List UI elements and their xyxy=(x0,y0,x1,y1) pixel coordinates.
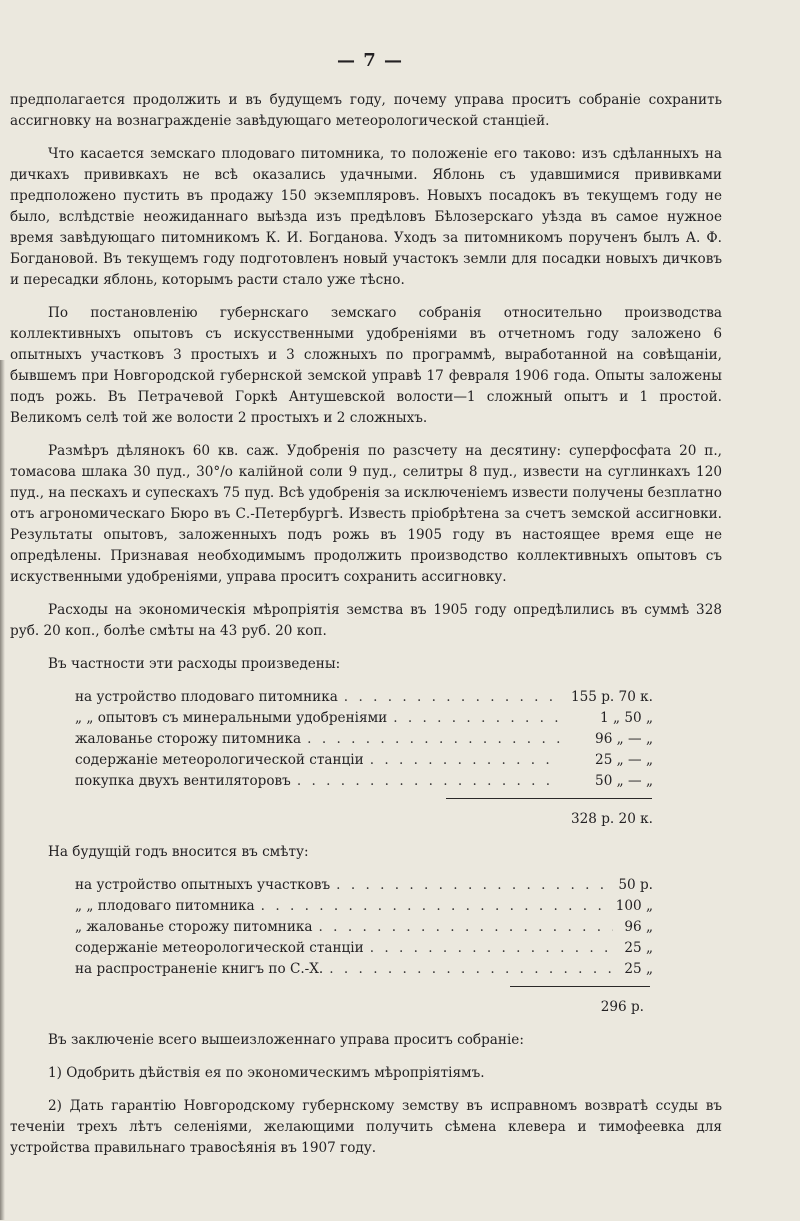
expense-amount: 50 „ — „ xyxy=(595,773,653,789)
paragraph: По постановленію губернскаго земскаго собранія относительно производства коллективныхъ опытовъ съ искусственными удобреніями въ отчетномъ году заложено 6 опытныхъ участковъ 3 простыхъ и 3 сложныхъ по программѣ, выработанной на совѣщаніи, бывшемъ при Новгородской губернской земской управѣ 17 февраля 1906 года. Опыты заложены подъ рожь. Въ Петрачевой Горкѣ Антушевской волости—1 сложный опытъ и 1 простой. Великомъ селѣ той же волости 2 простыхъ и 2 сложныхъ. xyxy=(10,305,722,426)
expense-row xyxy=(75,708,653,729)
paragraph: Въ частности эти расходы произведены: xyxy=(48,656,341,672)
leader-dots xyxy=(313,917,613,938)
budget-label: „ „ плодоваго питомника xyxy=(75,898,255,914)
budget-row xyxy=(75,896,653,917)
paragraph: Расходы на экономическія мѣропріятія земства въ 1905 году опредѣлились въ суммѣ 328 руб. 20 коп., болѣе смѣты на 43 руб. 20 коп. xyxy=(10,602,722,639)
expense-row xyxy=(75,687,653,708)
paragraph: Въ заключеніе всего вышеизложеннаго управа проситъ собраніе: xyxy=(48,1032,524,1048)
budget-table xyxy=(75,875,653,980)
expense-amount: 155 р. 70 к. xyxy=(570,689,653,705)
budget-row xyxy=(75,917,653,938)
leader-dots xyxy=(364,750,561,771)
expense-amount: 1 „ 50 „ xyxy=(600,710,653,726)
budget-amount: 25 „ xyxy=(624,940,653,956)
budget-row xyxy=(75,875,653,896)
budget-label: содержаніе метеорологической станціи xyxy=(75,940,364,956)
sum-rule xyxy=(446,798,652,799)
budget-row xyxy=(75,959,653,980)
expense-amount: 25 „ — „ xyxy=(595,752,653,768)
sum-rule xyxy=(510,986,650,987)
budget-total: 296 р. xyxy=(600,999,644,1015)
expense-row xyxy=(75,771,653,792)
expense-label: на устройство плодоваго питомника xyxy=(75,689,338,705)
leader-dots xyxy=(364,938,613,959)
expenses-total: 328 р. 20 к. xyxy=(570,811,653,827)
expense-row xyxy=(75,729,653,750)
page-number: — 7 — xyxy=(336,50,404,71)
budget-amount: 96 „ xyxy=(624,919,653,935)
leader-dots xyxy=(330,875,613,896)
paragraph: На будущій годъ вносится въ смѣту: xyxy=(48,844,309,860)
expense-row xyxy=(75,750,653,771)
paragraph: предполагается продолжить и въ будущемъ году, почему управа проситъ собраніе сохранить ассигновку на вознагражденіе завѣдующаго метеорологической станціей. xyxy=(10,92,722,129)
leader-dots xyxy=(323,959,613,980)
paragraph: 2) Дать гарантію Новгородскому губернскому земству въ исправномъ возвратѣ ссуды въ теченіи трехъ лѣтъ селеніями, желающими получить сѣмена клевера и тимофеевка для устройства правильнаго травосѣянія въ 1907 году. xyxy=(10,1098,722,1156)
leader-dots xyxy=(291,771,561,792)
budget-amount: 50 р. xyxy=(618,877,653,893)
expense-label: содержаніе метеорологической станціи xyxy=(75,752,364,768)
budget-label: „ жалованье сторожу питомника xyxy=(75,919,313,935)
budget-label: на распространеніе книгъ по С.-Х. xyxy=(75,961,324,977)
expenses-table xyxy=(75,687,653,792)
budget-row xyxy=(75,938,653,959)
leader-dots xyxy=(255,896,613,917)
page-edge-shadow xyxy=(0,360,5,1220)
expense-label: жалованье сторожу питомника xyxy=(75,731,302,747)
leader-dots xyxy=(301,729,561,750)
paragraph: Размѣръ дѣлянокъ 60 кв. саж. Удобренія по разсчету на десятину: суперфосфата 20 п., томасова шлака 30 пуд., 30°/о калійной соли 9 пуд., селитры 8 пуд., извести на суглинкахъ 120 пуд., на пескахъ и супескахъ 75 пуд. Всѣ удобренія за исключеніемъ извести получены безплатно отъ агрономическаго Бюро въ С.-Петербургѣ. Известь пріобрѣтена за счетъ земской ассигновки. Результаты опытовъ, заложенныхъ подъ рожь въ 1905 году въ настоящее время еще не опредѣлены. Признавая необходимымъ продолжить производство коллективныхъ опытовъ съ искуственными удобреніями, управа проситъ сохранить ассигновку. xyxy=(10,443,722,585)
expense-amount: 96 „ — „ xyxy=(595,731,653,747)
budget-amount: 100 „ xyxy=(615,898,653,914)
paragraph: 1) Одобрить дѣйствія ея по экономическимъ мѣропріятіямъ. xyxy=(48,1065,485,1081)
budget-amount: 25 „ xyxy=(624,961,653,977)
expense-label: покупка двухъ вентиляторовъ xyxy=(75,773,291,789)
budget-label: на устройство опытныхъ участковъ xyxy=(75,877,331,893)
leader-dots xyxy=(387,708,561,729)
leader-dots xyxy=(338,687,561,708)
paragraph: Что касается земскаго плодоваго питомника, то положеніе его таково: изъ сдѣланныхъ на дичкахъ прививкахъ не всѣ оказались удачными. Яблонь съ удавшимися прививками предположено пустить въ продажу 150 экземпляровъ. Новыхъ посадокъ въ текущемъ году не было, вслѣдствіе неожиданнаго выѣзда изъ предѣловъ Бѣлозерскаго уѣзда въ самое нужное время завѣдующаго питомникомъ К. И. Богданова. Уходъ за питомникомъ порученъ былъ А. Ф. Богдановой. Въ текущемъ году подготовленъ новый участокъ земли для посадки новыхъ дичковъ и пересадки яблонь, которымъ расти стало уже тѣсно. xyxy=(10,146,722,288)
expense-label: „ „ опытовъ съ минеральными удобреніями xyxy=(75,710,388,726)
body-text xyxy=(10,90,722,1159)
